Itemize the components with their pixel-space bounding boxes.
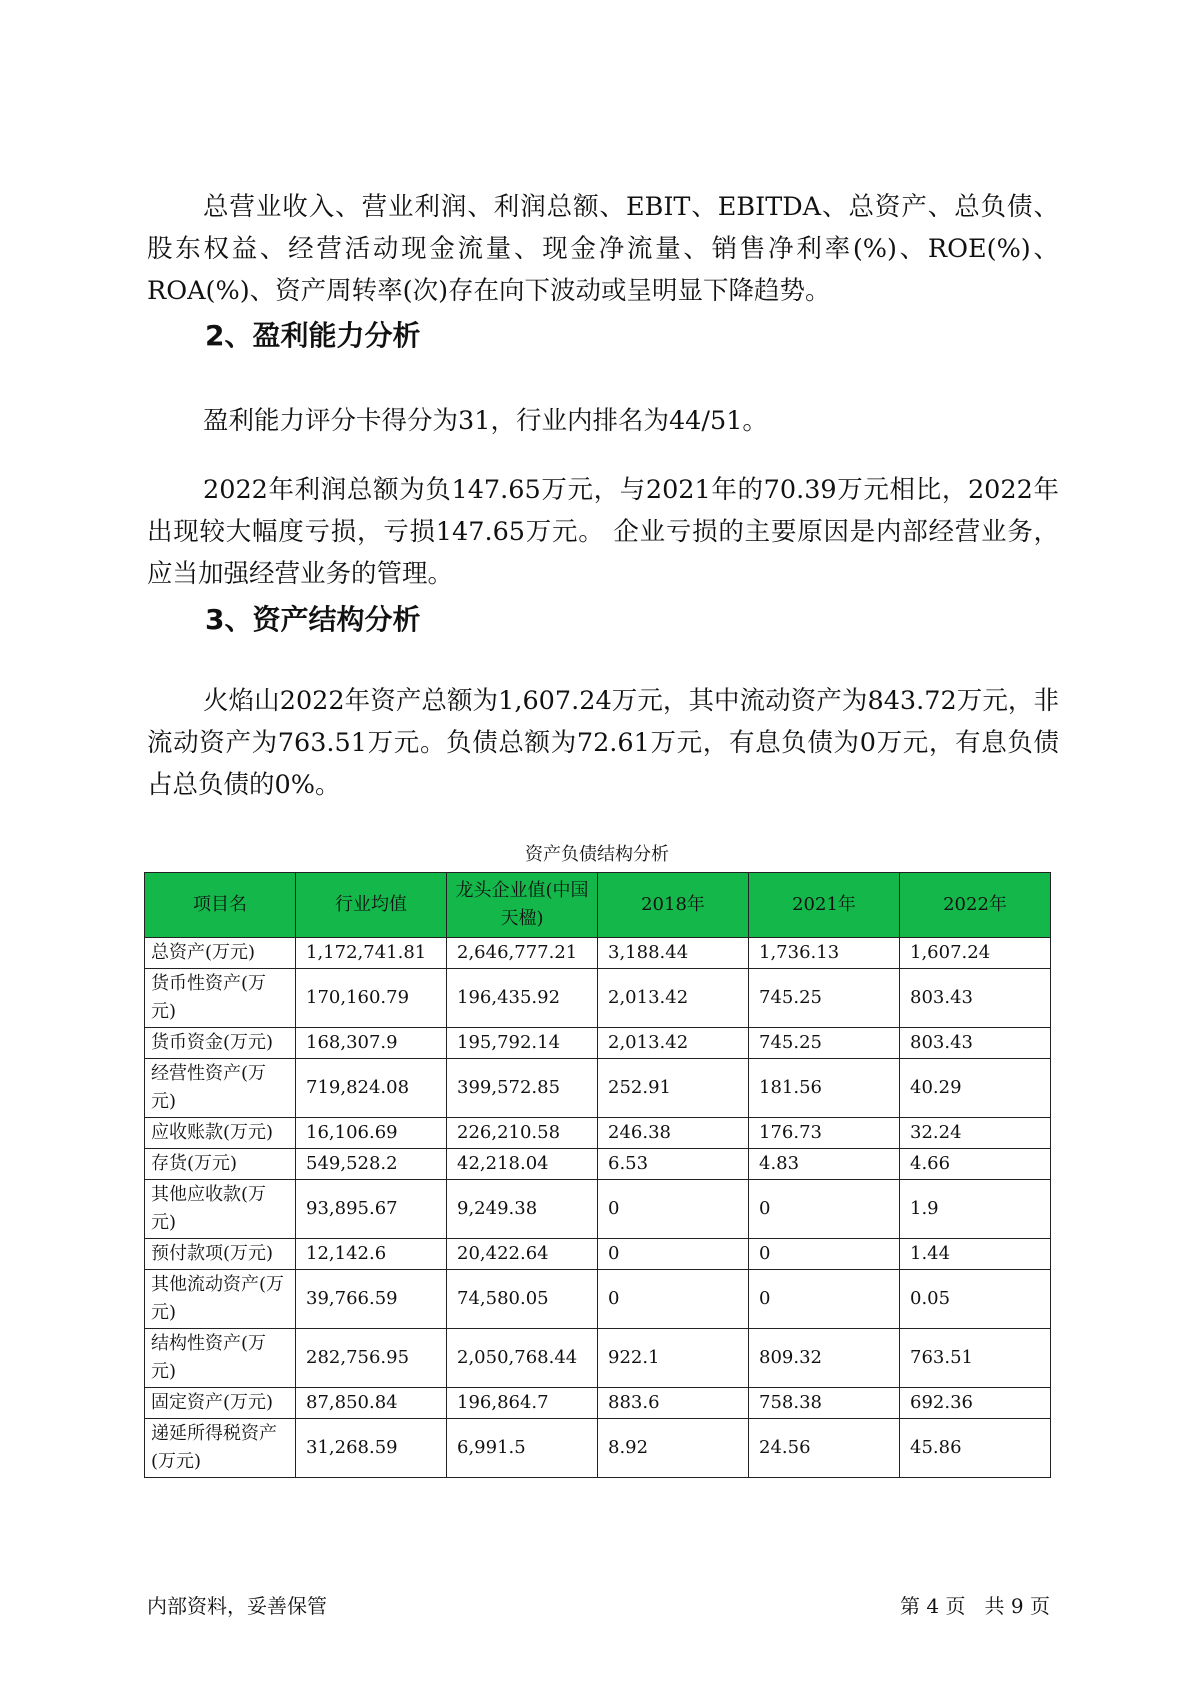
value-cell: 1,607.24 (900, 938, 1051, 969)
column-header: 行业均值 (296, 873, 447, 938)
value-cell: 0 (598, 1270, 749, 1329)
value-cell: 252.91 (598, 1059, 749, 1118)
value-cell: 763.51 (900, 1329, 1051, 1388)
table-row (145, 1028, 1051, 1059)
value-cell: 3,188.44 (598, 938, 749, 969)
table-row (145, 1270, 1051, 1329)
value-cell: 2,013.42 (598, 969, 749, 1028)
table-row (145, 1118, 1051, 1149)
table-row (145, 1239, 1051, 1270)
value-cell: 176.73 (749, 1118, 900, 1149)
value-cell: 42,218.04 (447, 1149, 598, 1180)
value-cell: 87,850.84 (296, 1388, 447, 1419)
value-cell: 282,756.95 (296, 1329, 447, 1388)
value-cell: 168,307.9 (296, 1028, 447, 1059)
value-cell: 195,792.14 (447, 1028, 598, 1059)
value-cell: 39,766.59 (296, 1270, 447, 1329)
column-header: 2018年 (598, 873, 749, 938)
value-cell: 32.24 (900, 1118, 1051, 1149)
table-body (145, 938, 1051, 1478)
table-row (145, 969, 1051, 1028)
profitability-score-paragraph: 盈利能力评分卡得分为31，行业内排名为44/51。 (203, 406, 768, 436)
value-cell: 2,013.42 (598, 1028, 749, 1059)
value-cell: 719,824.08 (296, 1059, 447, 1118)
row-label-cell: 总资产(万元) (145, 938, 296, 969)
row-label-cell: 其他应收款(万元) (145, 1180, 296, 1239)
row-label-cell: 递延所得税资产(万元) (145, 1419, 296, 1478)
table-row (145, 1419, 1051, 1478)
value-cell: 399,572.85 (447, 1059, 598, 1118)
value-cell: 170,160.79 (296, 969, 447, 1028)
value-cell: 922.1 (598, 1329, 749, 1388)
value-cell: 2,646,777.21 (447, 938, 598, 969)
value-cell: 24.56 (749, 1419, 900, 1478)
value-cell: 226,210.58 (447, 1118, 598, 1149)
footer-page-number: 第 4 页 共 9 页 (900, 1594, 1050, 1618)
value-cell: 246.38 (598, 1118, 749, 1149)
table-row (145, 1059, 1051, 1118)
value-cell: 4.83 (749, 1149, 900, 1180)
table-caption: 资产负债结构分析 (525, 844, 669, 865)
value-cell: 6,991.5 (447, 1419, 598, 1478)
row-label-cell: 其他流动资产(万元) (145, 1270, 296, 1329)
row-label-cell: 结构性资产(万元) (145, 1329, 296, 1388)
value-cell: 0 (749, 1270, 900, 1329)
value-cell: 549,528.2 (296, 1149, 447, 1180)
value-cell: 31,268.59 (296, 1419, 447, 1478)
value-cell: 0 (749, 1239, 900, 1270)
row-label-cell: 固定资产(万元) (145, 1388, 296, 1419)
value-cell: 809.32 (749, 1329, 900, 1388)
table-row (145, 1149, 1051, 1180)
value-cell: 758.38 (749, 1388, 900, 1419)
footer-confidential-note: 内部资料，妥善保管 (147, 1594, 327, 1618)
value-cell: 0 (598, 1239, 749, 1270)
table-row (145, 1180, 1051, 1239)
value-cell: 0.05 (900, 1270, 1051, 1329)
row-label-cell: 应收账款(万元) (145, 1118, 296, 1149)
value-cell: 883.6 (598, 1388, 749, 1419)
value-cell: 74,580.05 (447, 1270, 598, 1329)
balance-structure-table (144, 872, 1051, 1478)
value-cell: 1.44 (900, 1239, 1051, 1270)
value-cell: 6.53 (598, 1149, 749, 1180)
value-cell: 1,172,741.81 (296, 938, 447, 969)
row-label-cell: 存货(万元) (145, 1149, 296, 1180)
value-cell: 803.43 (900, 969, 1051, 1028)
value-cell: 196,435.92 (447, 969, 598, 1028)
table-header-row (145, 873, 1051, 938)
asset-structure-paragraph: 火焰山2022年资产总额为1,607.24万元，其中流动资产为843.72万元，非流动资产为763.51万元。负债总额为72.61万元，有息负债为0万元，有息负债占总负债的0%。 (147, 686, 1059, 800)
value-cell: 2,050,768.44 (447, 1329, 598, 1388)
column-header: 2022年 (900, 873, 1051, 938)
row-label-cell: 货币性资产(万元) (145, 969, 296, 1028)
value-cell: 93,895.67 (296, 1180, 447, 1239)
value-cell: 196,864.7 (447, 1388, 598, 1419)
value-cell: 1.9 (900, 1180, 1051, 1239)
value-cell: 1,736.13 (749, 938, 900, 969)
column-header: 龙头企业值(中国天楹) (447, 873, 598, 938)
value-cell: 40.29 (900, 1059, 1051, 1118)
value-cell: 8.92 (598, 1419, 749, 1478)
value-cell: 181.56 (749, 1059, 900, 1118)
row-label-cell: 经营性资产(万元) (145, 1059, 296, 1118)
value-cell: 692.36 (900, 1388, 1051, 1419)
column-header: 2021年 (749, 873, 900, 938)
row-label-cell: 预付款项(万元) (145, 1239, 296, 1270)
value-cell: 745.25 (749, 969, 900, 1028)
value-cell: 16,106.69 (296, 1118, 447, 1149)
section-heading-profitability: 2、盈利能力分析 (205, 319, 421, 352)
row-label-cell: 货币资金(万元) (145, 1028, 296, 1059)
value-cell: 0 (598, 1180, 749, 1239)
table-row (145, 1388, 1051, 1419)
column-header: 项目名 (145, 873, 296, 938)
value-cell: 4.66 (900, 1149, 1051, 1180)
value-cell: 745.25 (749, 1028, 900, 1059)
table-row (145, 938, 1051, 969)
profit-analysis-paragraph: 2022年利润总额为负147.65万元，与2021年的70.39万元相比，2022年出现较大幅度亏损，亏损147.65万元。 企业亏损的主要原因是内部经营业务，应当加强经营业务的管理。 (147, 475, 1059, 589)
value-cell: 45.86 (900, 1419, 1051, 1478)
value-cell: 803.43 (900, 1028, 1051, 1059)
value-cell: 0 (749, 1180, 900, 1239)
section-heading-asset-structure: 3、资产结构分析 (205, 603, 421, 636)
value-cell: 9,249.38 (447, 1180, 598, 1239)
table-row (145, 1329, 1051, 1388)
value-cell: 12,142.6 (296, 1239, 447, 1270)
value-cell: 20,422.64 (447, 1239, 598, 1270)
intro-paragraph: 总营业收入、营业利润、利润总额、EBIT、EBITDA、总资产、总负债、股东权益、经营活动现金流量、现金净流量、销售净利率(%)、ROE(%)、ROA(%)、资产周转率(次)存在向下波动或呈明显下降趋势。 (147, 192, 1059, 306)
